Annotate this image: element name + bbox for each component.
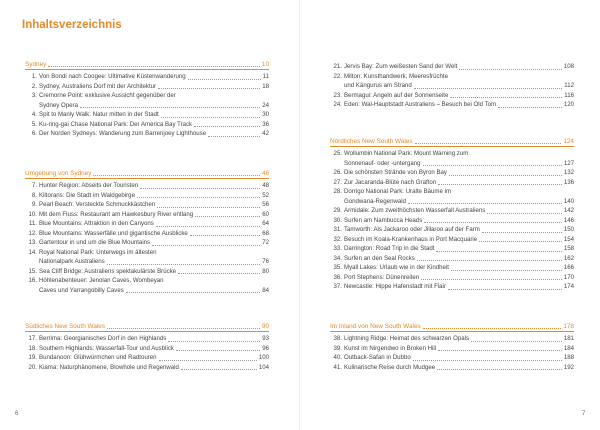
dot-leader (161, 117, 260, 118)
entry-page: 162 (563, 254, 574, 262)
entry-number: 10. (28, 210, 37, 218)
entry-number: 33. (333, 245, 342, 252)
section-title: Südliches New South Wales (25, 323, 106, 330)
entry-title: Gartentour in und um die Blue Mountains (39, 239, 151, 246)
entry-number: 7. (31, 182, 37, 189)
entry-title: Newcastle: Hippe Hafenstadt mit Flair (344, 283, 446, 290)
entry-number: 19. (28, 354, 37, 361)
entry-title: Gondwana-Regenwald (344, 197, 406, 205)
toc-entry (330, 168, 574, 178)
entry-page: 42 (262, 130, 269, 137)
dot-leader (195, 216, 260, 217)
section-dot-leader (107, 328, 260, 329)
entry-number: 20. (28, 363, 37, 371)
entry-page: 192 (563, 363, 574, 371)
entry-page: 184 (563, 344, 574, 352)
entry-number: 3. (31, 92, 37, 99)
entry-page: 116 (564, 91, 574, 99)
toc-entry (330, 353, 574, 363)
entry-title: Armidale: Zum zweithöchsten Wasserfall Australiens (344, 207, 486, 214)
section-page: 178 (563, 323, 574, 330)
entry-number: 13. (28, 239, 37, 246)
toc-entry (25, 191, 269, 201)
entry-number: 15. (28, 267, 37, 275)
entry-title: Sydney, Australiens Dorf mit der Architektur (39, 82, 157, 90)
entry-title: Darrington: Road Trip in die Stadt (344, 245, 435, 252)
entry-page: 158 (563, 245, 574, 252)
entry-number: 39. (333, 344, 342, 352)
section-page: 46 (261, 170, 269, 177)
dot-leader (414, 88, 562, 89)
entry-page: 76 (262, 258, 269, 265)
toc-entry (25, 276, 269, 286)
toc-entry (25, 72, 269, 82)
toc-entry (330, 81, 574, 91)
entry-number: 12. (28, 229, 37, 237)
entry-title: Cremorne Point: exklusive Aussicht gegenüber der (39, 92, 176, 99)
section-page: 90 (261, 323, 269, 330)
dot-leader (417, 260, 562, 261)
section-page: 10 (261, 61, 269, 68)
entry-number: 36. (333, 273, 342, 281)
entry-title: Milton: Kunsthandwerk, Meeresfrüchte (344, 72, 448, 80)
entry-number: 28. (333, 188, 342, 195)
toc-entry (330, 197, 574, 207)
entry-page: 142 (563, 207, 574, 214)
entry-number: 27. (333, 178, 342, 186)
section-heading (25, 58, 269, 70)
dot-leader (421, 279, 562, 280)
entry-title: Ku-ring-gai Chase National Park: Der America Bay Track (39, 120, 193, 128)
entry-title: Tamworth: Als Jackaroo oder Jillaroo auf der Farm (344, 226, 480, 233)
section-heading (25, 167, 269, 179)
entry-page: 112 (564, 82, 574, 89)
entry-number: 14. (28, 248, 37, 256)
dot-leader (157, 207, 260, 208)
entry-page: 188 (563, 354, 574, 361)
section-heading (25, 320, 269, 332)
entry-title: Surfen an den Seal Rocks (344, 254, 415, 262)
entry-page: 48 (262, 182, 269, 189)
toc-section (25, 58, 269, 139)
entry-title: Myall Lakes: Urlaub wie in der Kindheit (344, 264, 449, 271)
entry-title: und Kängurus am Strand (344, 82, 412, 89)
entry-page: 30 (262, 111, 269, 118)
dot-leader (159, 360, 257, 361)
entry-page: 96 (262, 344, 269, 352)
entry-title: Sonnenauf- oder -untergang (344, 159, 421, 167)
entry-number: 34. (333, 254, 342, 262)
toc-entry (25, 229, 269, 239)
section-title: Im Inland von New South Wales (330, 323, 421, 330)
entry-title: Blue Mountains: Wasserfälle und gigantische Ausblicke (39, 229, 188, 237)
toc-entry (330, 100, 574, 110)
entry-page: 108 (563, 63, 574, 70)
dot-leader (424, 222, 562, 223)
section-heading (330, 135, 574, 147)
entry-page: 174 (563, 283, 574, 290)
entry-page: 120 (563, 101, 574, 108)
section-title: Umgebung von Sydney (25, 170, 92, 177)
entry-page: 24 (262, 101, 269, 109)
dot-leader (178, 273, 260, 274)
entry-title: Kiama: Naturphänomene, Blowhole und Regenwald (39, 363, 179, 371)
entry-page: 181 (563, 335, 574, 342)
toc-entry (25, 181, 269, 191)
dot-leader (140, 188, 260, 189)
toc-entry (25, 238, 269, 248)
toc-entry (25, 101, 269, 111)
page-number-right: 7 (582, 411, 586, 417)
toc-entry (330, 149, 574, 159)
entry-title: Caves und Yarrangobilly Caves (39, 286, 124, 294)
entry-number: 26. (333, 169, 342, 176)
toc-entry (25, 91, 269, 101)
entry-page: 146 (563, 216, 574, 224)
entry-title: Mit dem Fluss: Restaurant am Hawkesbury River entlang (39, 210, 194, 218)
dot-leader (80, 107, 260, 108)
toc-entry (25, 344, 269, 354)
entry-title: Lightning Ridge: Heimat des schwarzen Opals (344, 335, 469, 342)
entry-page: 80 (262, 267, 269, 275)
entry-title: Sydney Opera (39, 101, 78, 109)
dot-leader (448, 289, 562, 290)
entry-page: 72 (262, 239, 269, 246)
entry-number: 23. (333, 91, 342, 99)
entry-number: 41. (333, 363, 342, 371)
toc-entry (330, 363, 574, 373)
toc-entry (330, 91, 574, 101)
toc-entry (330, 244, 574, 254)
entry-title: Sea Cliff Bridge: Australiens spektakulärste Brücke (39, 267, 177, 275)
entry-page: 18 (262, 82, 269, 90)
entry-page: 100 (258, 354, 269, 361)
section-page: 124 (563, 138, 574, 145)
entry-page: 11 (262, 73, 269, 80)
toc-entry (25, 210, 269, 220)
dot-leader (137, 197, 260, 198)
entry-title: Bundanoon: Glühwürmchen und Radtouren (39, 354, 157, 361)
dot-leader (487, 213, 562, 214)
entry-page: 93 (262, 335, 269, 342)
entry-number: 22. (333, 72, 342, 80)
section-dot-leader (415, 143, 561, 144)
entry-number: 5. (31, 120, 37, 128)
dot-leader (158, 88, 260, 89)
toc-section (25, 167, 269, 295)
entry-number: 21. (333, 63, 342, 70)
section-title: Nördliches New South Wales (330, 138, 413, 145)
entry-number: 17. (28, 335, 37, 342)
toc-entry (330, 282, 574, 292)
toc-entry (330, 225, 574, 235)
toc-entry (25, 129, 269, 139)
entry-title: Von Bondi nach Coogee: Ultimative Küstenwanderung (39, 73, 186, 80)
dot-leader (408, 203, 562, 204)
entry-title: Dorrigo National Park: Uralte Bäume im (344, 188, 452, 195)
entry-title: Besuch im Koala-Krankenhaus in Port Macquarie (344, 235, 478, 243)
entry-number: 25. (333, 150, 342, 157)
entry-title: Berrima: Georgianisches Dorf in den Highlands (39, 335, 167, 342)
toc-entry (330, 178, 574, 188)
toc-entry (330, 216, 574, 226)
entry-page: 60 (262, 210, 269, 218)
dot-leader (482, 232, 562, 233)
dot-leader (188, 79, 261, 80)
entry-number: 9. (31, 201, 37, 208)
entry-page: 64 (262, 220, 269, 227)
entry-number: 4. (31, 111, 37, 118)
dot-leader (126, 292, 260, 293)
entry-title: Nationalpark Australiens (39, 258, 105, 265)
toc-entry (25, 120, 269, 130)
entry-number: 11. (28, 220, 37, 227)
entry-title: Outback-Safari in Dubbo (344, 354, 411, 361)
toc-entry (330, 254, 574, 264)
entry-title: Port Stephens: Dünenreiten (344, 273, 420, 281)
entry-page: 56 (262, 201, 269, 208)
page-number-left: 6 (15, 411, 19, 417)
dot-leader (181, 369, 257, 370)
toc-entry (25, 248, 269, 258)
toc-entry (25, 82, 269, 92)
section-title: Sydney (25, 61, 47, 68)
dot-leader (450, 97, 562, 98)
entry-page: 84 (262, 286, 269, 294)
dot-leader (190, 235, 260, 236)
toc-entry (25, 110, 269, 120)
toc-entry (330, 72, 574, 82)
entry-page: 140 (563, 197, 574, 205)
toc-entry (330, 263, 574, 273)
toc-entry (330, 62, 574, 72)
entry-number: 8. (31, 191, 37, 199)
toc-entry (25, 353, 269, 363)
entry-page: 36 (262, 120, 269, 128)
toc-entry (330, 344, 574, 354)
entry-title: Surfen am Nambucca Heads (344, 216, 423, 224)
entry-title: Zur Jacaranda-Blüte nach Grafton (344, 178, 437, 186)
section-dot-leader (423, 328, 561, 329)
entry-number: 1. (31, 73, 37, 80)
dot-leader (449, 175, 562, 176)
entry-number: 37. (333, 283, 342, 290)
entry-page: 170 (563, 273, 574, 281)
dot-leader (479, 241, 562, 242)
toc-entry (25, 363, 269, 373)
entry-number: 38. (333, 335, 342, 342)
dot-leader (498, 107, 562, 108)
entry-number: 2. (31, 82, 37, 90)
entry-title: Pearl Beach: Versteckte Schmuckkästchen (39, 201, 156, 208)
dot-leader (156, 226, 260, 227)
dot-leader (208, 136, 260, 137)
toc-section (330, 62, 574, 110)
toc-section (330, 320, 574, 372)
dot-leader (168, 341, 260, 342)
entry-title: Kulinarische Reise durch Mudgee (344, 363, 436, 371)
section-dot-leader (93, 175, 260, 176)
entry-page: 68 (262, 229, 269, 237)
entry-title: Wollumbin National Park: Mount Warning zum (344, 150, 469, 157)
entry-number: 29. (333, 207, 342, 214)
toc-entry (330, 187, 574, 197)
toc-entry (25, 219, 269, 229)
entry-title: Jervis Bay: Zum weißesten Sand der Welt (344, 63, 458, 70)
entry-title: Die schönsten Strände von Byron Bay (344, 169, 447, 176)
section-dot-leader (48, 66, 260, 67)
toc-entry (25, 200, 269, 210)
entry-number: 35. (333, 264, 342, 271)
toc-section (330, 135, 574, 292)
toc-entry (330, 159, 574, 169)
entry-number: 6. (31, 130, 37, 137)
dot-leader (107, 264, 260, 265)
entry-number: 18. (28, 344, 37, 352)
entry-number: 30. (333, 216, 342, 224)
toc-section (25, 320, 269, 372)
toc-entry (330, 206, 574, 216)
dot-leader (459, 69, 562, 70)
entry-number: 40. (333, 354, 342, 361)
entry-page: 132 (563, 169, 574, 176)
toc-entry (330, 334, 574, 344)
entry-title: Blue Mountains: Attraktion in den Canyons (39, 220, 154, 227)
toc-title: Inhaltsverzeichnis (22, 19, 122, 31)
entry-title: Royal National Park: Unterwegs im ältesten (39, 248, 157, 256)
entry-page: 52 (262, 191, 269, 199)
dot-leader (438, 184, 562, 185)
dot-leader (438, 350, 562, 351)
entry-title: Bermagui: Angeln auf der Sonnenseite (344, 91, 449, 99)
entry-title: Spit to Manly Walk: Natur mitten in der Stadt (39, 111, 159, 118)
dot-leader (471, 341, 562, 342)
entry-title: Höhlenabenteuer: Jenolan Caves, Wombeyan (39, 277, 164, 284)
entry-number: 32. (333, 235, 342, 243)
entry-title: Hunter Region: Abseits der Touristen (39, 182, 139, 189)
toc-entry (25, 267, 269, 277)
toc-entry (330, 235, 574, 245)
entry-number: 31. (333, 226, 342, 233)
entry-page: 154 (563, 235, 574, 243)
dot-leader (423, 165, 562, 166)
entry-title: Kunst im Nirgendwo in Broken Hill (344, 344, 437, 352)
entry-page: 150 (563, 226, 574, 233)
dot-leader (176, 350, 260, 351)
entry-page: 104 (258, 363, 269, 371)
toc-entry (25, 286, 269, 296)
dot-leader (413, 360, 562, 361)
entry-page: 136 (563, 178, 574, 186)
dot-leader (451, 270, 562, 271)
dot-leader (436, 251, 562, 252)
entry-page: 127 (563, 159, 574, 167)
dot-leader (152, 245, 260, 246)
entry-title: Southern Highlands: Wasserfall-Tour und Ausblick (39, 344, 174, 352)
toc-entry (25, 257, 269, 267)
entry-page: 166 (563, 264, 574, 271)
dot-leader (437, 369, 562, 370)
section-heading (330, 320, 574, 332)
entry-title: Eden: Wal-Hauptstadt Australiens – Besuch bei Old Tom (344, 101, 497, 108)
entry-title: Kiltorans: Die Stadt im Waldgebirge (39, 191, 135, 199)
entry-number: 16. (28, 277, 37, 284)
right-page (300, 0, 600, 430)
toc-entry (330, 273, 574, 283)
entry-number: 24. (333, 101, 342, 108)
toc-entry (25, 334, 269, 344)
entry-title: Der Norden Sydneys: Wanderung zum Barrenjoey Lighthouse (39, 130, 207, 137)
dot-leader (194, 126, 260, 127)
